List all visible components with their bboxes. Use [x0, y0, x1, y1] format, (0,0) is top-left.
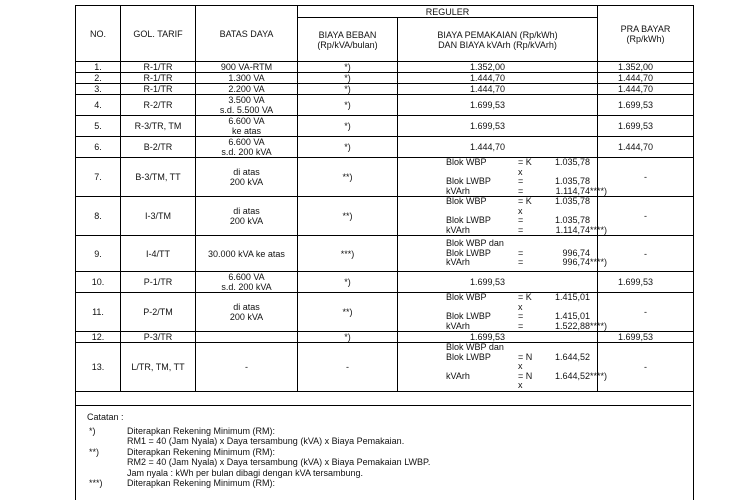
- cell-gol-tarif: R-1/TR: [121, 62, 196, 73]
- blok-label: kVArh: [446, 257, 470, 268]
- cell-no: 6.: [76, 137, 121, 158]
- cell-batas-daya: [196, 293, 298, 332]
- header-biaya-beban: [298, 18, 398, 62]
- batas-daya-line: di atas: [233, 302, 260, 312]
- blok-note: [590, 353, 620, 372]
- table-row: [76, 343, 694, 392]
- cell-biaya-pemakaian: 1.444,70: [398, 137, 598, 158]
- cell-biaya-pemakaian: [398, 196, 608, 236]
- blok-label: Blok WBP: [446, 157, 487, 167]
- blok-op: = N x: [518, 351, 533, 371]
- table-row: [76, 332, 694, 343]
- cell-pra-bayar: 1.444,70: [598, 73, 694, 84]
- batas-daya-line: 6.600 VA: [228, 116, 265, 126]
- blok-value: 1.035,78: [554, 176, 590, 186]
- header-biaya-pemakaian-line1: BIAYA PEMAKAIAN (Rp/kWh): [437, 29, 558, 40]
- blok-op: =: [518, 185, 524, 196]
- table-header: [76, 6, 694, 62]
- blok-label: kVArh: [446, 185, 470, 196]
- table-row: [76, 197, 694, 236]
- cell-batas-daya: [196, 95, 298, 116]
- blok-list: [400, 157, 608, 196]
- blok-note: [590, 239, 620, 249]
- cell-batas-daya: [196, 272, 298, 293]
- cell-biaya-beban: -: [298, 343, 398, 392]
- table-row: [76, 73, 694, 84]
- cell-biaya-pemakaian: 1.699,53: [398, 332, 598, 343]
- cell-biaya-pemakaian: 1.699,53: [398, 116, 598, 137]
- blok-label: Blok WBP dan: [446, 238, 504, 249]
- blok-value: 1.035,78: [554, 196, 590, 206]
- note-mark: *): [89, 425, 96, 436]
- blok-label: Blok LWBP: [446, 311, 491, 321]
- cell-biaya-beban: *): [298, 73, 398, 84]
- note-line: [87, 436, 687, 447]
- note-mark: [87, 457, 127, 468]
- cell-pra-bayar: 1.699,53: [598, 116, 694, 137]
- cell-no: 5.: [76, 116, 121, 137]
- batas-daya-line: 3.500 VA: [228, 95, 265, 105]
- cell-biaya-beban: *): [298, 84, 398, 95]
- batas-daya-line: 200 kVA: [229, 312, 264, 322]
- cell-biaya-pemakaian: [398, 236, 608, 272]
- blok-list: [400, 238, 608, 268]
- blok-note: ****): [590, 185, 608, 196]
- cell-batas-daya: [196, 62, 298, 73]
- header-biaya-pemakaian: [398, 18, 598, 62]
- blok-note: ****): [590, 257, 608, 268]
- cell-gol-tarif: R-3/TR, TM: [121, 116, 196, 137]
- blok-op: =: [518, 215, 524, 225]
- cell-gol-tarif: B-3/TM, TT: [121, 158, 196, 197]
- note-mark: ***): [89, 478, 103, 488]
- notes-list: [87, 426, 687, 489]
- header-pra-bayar-line2: (Rp/kWh): [626, 33, 665, 44]
- cell-gol-tarif: R-1/TR: [121, 73, 196, 84]
- notes-title: Catatan :: [87, 412, 124, 422]
- batas-daya-line: -: [245, 361, 248, 372]
- blok-op: =: [518, 224, 524, 235]
- blok-op: = N x: [518, 370, 533, 390]
- table-row: [76, 236, 694, 272]
- cell-biaya-beban: *): [298, 95, 398, 116]
- cell-biaya-pemakaian: [398, 157, 608, 197]
- blok-value: 996,74: [562, 257, 590, 268]
- cell-gol-tarif: L/TR, TM, TT: [121, 343, 196, 392]
- blok-value: 1.415,01: [554, 292, 590, 302]
- batas-daya-line: di atas: [233, 167, 260, 177]
- blok-label: Blok WBP: [446, 292, 487, 302]
- tariff-table: [75, 5, 694, 392]
- cell-pra-bayar: -: [598, 236, 694, 272]
- table-row: [76, 62, 694, 73]
- cell-gol-tarif: P-2/TM: [121, 293, 196, 332]
- cell-gol-tarif: I-4/TT: [121, 236, 196, 272]
- note-line: [87, 447, 687, 458]
- cell-pra-bayar: -: [598, 343, 694, 392]
- batas-daya-line: 200 kVA: [229, 216, 264, 226]
- blok-label: Blok LWBP: [446, 351, 491, 362]
- cell-biaya-pemakaian: [398, 342, 608, 392]
- cell-pra-bayar: -: [598, 197, 694, 236]
- cell-no: 9.: [76, 236, 121, 272]
- blok-op: =: [518, 311, 524, 321]
- cell-no: 11.: [76, 293, 121, 332]
- batas-daya-line: 6.600 VA: [228, 137, 265, 147]
- blok-op: =: [518, 176, 524, 186]
- batas-daya-line: 6.600 VA: [228, 272, 265, 282]
- note-line: [87, 478, 687, 489]
- blok-note: [590, 158, 620, 177]
- blok-label: Blok WBP dan: [446, 342, 504, 352]
- cell-biaya-pemakaian: [398, 292, 608, 332]
- blok-value: 1.415,01: [554, 311, 590, 321]
- batas-daya-line: s.d. 5.500 VA: [219, 105, 274, 115]
- header-biaya-pemakaian-line2: DAN BIAYA kVArh (Rp/kVArh): [438, 39, 557, 50]
- cell-no: 2.: [76, 73, 121, 84]
- cell-biaya-beban: **): [298, 197, 398, 236]
- cell-no: 13.: [76, 343, 121, 392]
- blok-note: ****): [590, 370, 608, 381]
- blok-op: = K x: [518, 157, 532, 177]
- cell-biaya-beban: *): [298, 116, 398, 137]
- cell-no: 1.: [76, 62, 121, 73]
- blok-op: =: [518, 320, 524, 331]
- header-batas-daya: BATAS DAYA: [196, 6, 298, 62]
- header-reguler: REGULER: [298, 6, 598, 18]
- table-row: [76, 137, 694, 158]
- blok-note: [590, 197, 620, 216]
- batas-daya-line: 2.200 VA: [228, 84, 265, 94]
- blok-op: = K x: [518, 196, 532, 216]
- note-text: Diterapkan Rekening Minimum (RM):: [127, 446, 276, 457]
- table-row: [76, 84, 694, 95]
- cell-no: 8.: [76, 197, 121, 236]
- batas-daya-line: s.d. 200 kVA: [221, 282, 272, 292]
- cell-pra-bayar: -: [598, 158, 694, 197]
- note-text: RM2 = 40 (Jam Nyala) x Daya tersambung (kVA) x Biaya Pemakaian LWBP.: [127, 457, 431, 467]
- cell-pra-bayar: -: [598, 293, 694, 332]
- header-biaya-beban-line1: BIAYA BEBAN: [318, 29, 377, 40]
- table-row: [76, 272, 694, 293]
- note-mark: [87, 468, 127, 479]
- cell-gol-tarif: B-2/TR: [121, 137, 196, 158]
- cell-no: 12.: [76, 332, 121, 343]
- note-mark: **): [89, 446, 100, 457]
- cell-batas-daya: [196, 332, 298, 343]
- cell-batas-daya: [196, 73, 298, 84]
- table-row: [76, 158, 694, 197]
- batas-daya-line: di atas: [233, 206, 260, 216]
- cell-batas-daya: [196, 84, 298, 95]
- cell-batas-daya: [196, 137, 298, 158]
- header-biaya-beban-line2: (Rp/kVA/bulan): [317, 39, 378, 50]
- blok-note: [590, 343, 620, 353]
- batas-daya-line: s.d. 200 kVA: [221, 147, 272, 157]
- note-mark: [87, 436, 127, 447]
- cell-pra-bayar: 1.444,70: [598, 84, 694, 95]
- note-text: Diterapkan Rekening Minimum (RM):: [127, 425, 276, 436]
- cell-biaya-pemakaian: 1.352,00: [398, 62, 598, 73]
- header-gol-tarif: GOL. TARIF: [121, 6, 196, 62]
- cell-pra-bayar: 1.699,53: [598, 332, 694, 343]
- blok-value: 1.114,74: [555, 224, 590, 235]
- cell-no: 7.: [76, 158, 121, 197]
- cell-biaya-pemakaian: 1.444,70: [398, 73, 598, 84]
- note-text: RM1 = 40 (Jam Nyala) x Daya tersambung (kVA) x Biaya Pemakaian.: [127, 436, 405, 446]
- cell-batas-daya: [196, 197, 298, 236]
- blok-label: kVArh: [446, 224, 470, 235]
- cell-biaya-beban: ***): [298, 236, 398, 272]
- note-line: [87, 457, 687, 468]
- blok-list: [400, 196, 608, 235]
- blok-op: =: [518, 257, 524, 268]
- blok-label: Blok LWBP: [446, 176, 491, 186]
- table-row: [76, 116, 694, 137]
- cell-biaya-pemakaian: 1.699,53: [398, 272, 598, 293]
- blok-value: 1.035,78: [554, 157, 590, 167]
- blok-value: 1.114,74: [555, 185, 590, 196]
- note-line: [87, 468, 687, 479]
- note-text: Jam nyala : kWh per bulan dibagi dengan kVA tersambung.: [127, 467, 363, 478]
- blok-list: [400, 342, 608, 391]
- blok-note: [590, 293, 620, 312]
- blok-value: 1.522,88: [554, 320, 590, 331]
- cell-biaya-beban: **): [298, 158, 398, 197]
- blok-label: Blok WBP: [446, 196, 487, 206]
- blok-note: ****): [590, 320, 608, 331]
- cell-pra-bayar: 1.444,70: [598, 137, 694, 158]
- cell-pra-bayar: 1.699,53: [598, 272, 694, 293]
- batas-daya-line: 900 VA-RTM: [220, 62, 273, 72]
- cell-gol-tarif: R-1/TR: [121, 84, 196, 95]
- cell-biaya-beban: *): [298, 332, 398, 343]
- cell-no: 4.: [76, 95, 121, 116]
- header-pra-bayar-line1: PRA BAYAR: [620, 23, 671, 34]
- cell-gol-tarif: I-3/TM: [121, 197, 196, 236]
- batas-daya-line: 200 kVA: [229, 177, 264, 187]
- header-no: NO.: [76, 6, 121, 62]
- cell-biaya-beban: *): [298, 272, 398, 293]
- blok-label: kVArh: [446, 370, 470, 381]
- cell-batas-daya: [196, 236, 298, 272]
- cell-gol-tarif: P-3/TR: [121, 332, 196, 343]
- cell-gol-tarif: P-1/TR: [121, 272, 196, 293]
- cell-batas-daya: [196, 116, 298, 137]
- table-row: [76, 293, 694, 332]
- blok-value: 996,74: [562, 247, 590, 258]
- blok-list: [400, 292, 608, 331]
- table-row: [76, 95, 694, 116]
- blok-value: 1.644,52: [554, 351, 590, 362]
- cell-gol-tarif: R-2/TR: [121, 95, 196, 116]
- cell-pra-bayar: 1.699,53: [598, 95, 694, 116]
- cell-biaya-beban: **): [298, 293, 398, 332]
- cell-biaya-beban: *): [298, 62, 398, 73]
- note-line: [87, 426, 687, 437]
- blok-label: kVArh: [446, 320, 470, 331]
- cell-biaya-beban: *): [298, 137, 398, 158]
- blok-value: 1.035,78: [554, 215, 590, 225]
- note-text: Diterapkan Rekening Minimum (RM):: [127, 478, 276, 488]
- cell-pra-bayar: 1.352,00: [598, 62, 694, 73]
- batas-daya-line: 1.300 VA: [228, 73, 265, 83]
- notes-section: [87, 412, 687, 489]
- header-pra-bayar: [598, 6, 694, 62]
- cell-biaya-pemakaian: 1.699,53: [398, 95, 598, 116]
- blok-label: Blok LWBP: [446, 247, 491, 258]
- blok-note: ****): [590, 224, 608, 235]
- blok-op: = K x: [518, 292, 532, 312]
- batas-daya-line: ke atas: [231, 126, 262, 136]
- blok-op: =: [518, 247, 524, 258]
- cell-no: 10.: [76, 272, 121, 293]
- cell-batas-daya: [196, 343, 298, 392]
- table-body: [76, 62, 694, 392]
- blok-value: 1.644,52: [554, 370, 590, 381]
- cell-biaya-pemakaian: 1.444,70: [398, 84, 598, 95]
- blok-label: Blok LWBP: [446, 215, 491, 225]
- cell-batas-daya: [196, 158, 298, 197]
- cell-no: 3.: [76, 84, 121, 95]
- batas-daya-line: 30.000 kVA ke atas: [208, 248, 285, 259]
